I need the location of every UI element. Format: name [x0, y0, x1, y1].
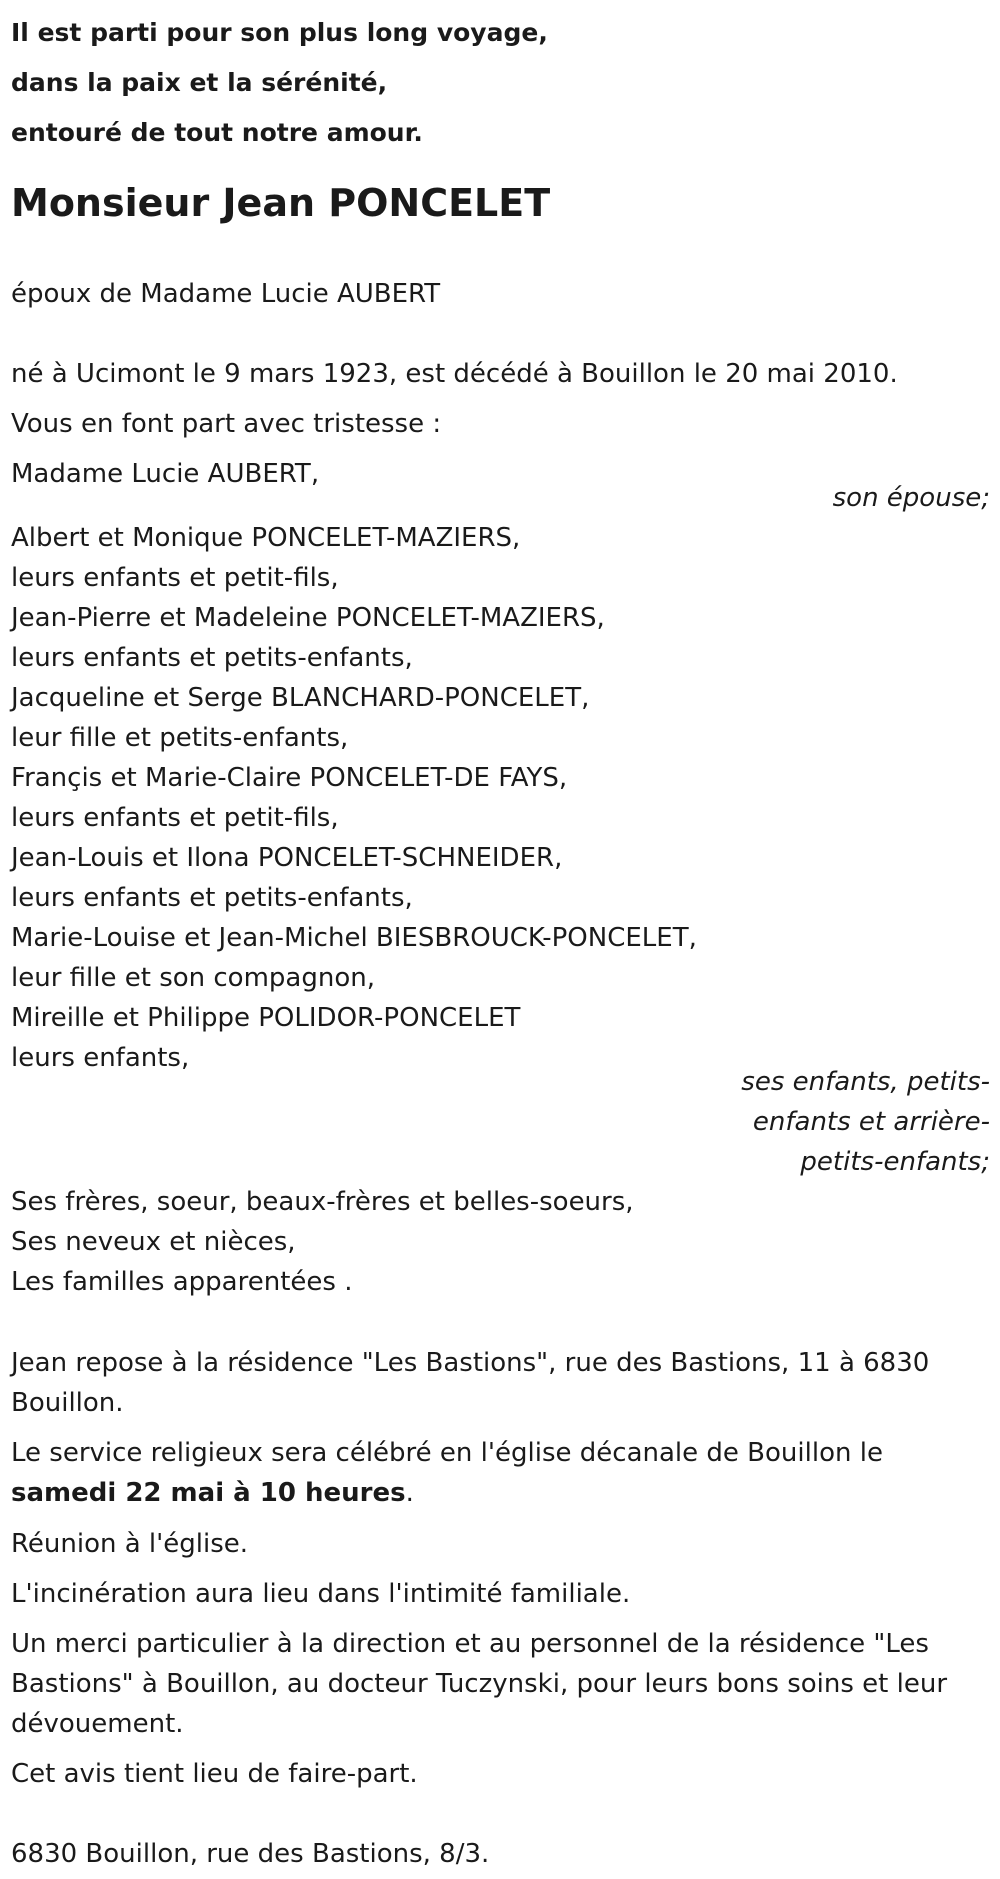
- deceased-name: Monsieur Jean PONCELET: [11, 181, 551, 225]
- list-item: Jean-Pierre et Madeleine PONCELET-MAZIERS,: [11, 603, 605, 633]
- list-item: Ses neveux et nièces,: [11, 1227, 296, 1257]
- service-info: [11, 1433, 986, 1513]
- spouse-role: son épouse;: [832, 483, 990, 513]
- family-list: [11, 1182, 634, 1302]
- list-item: Jacqueline et Serge BLANCHARD-PONCELET,: [11, 683, 590, 713]
- service-text: Le service religieux sera célébré en l'église décanale de Bouillon le: [11, 1438, 883, 1468]
- list-item: leurs enfants,: [11, 1043, 190, 1073]
- intro-verse: [11, 8, 548, 158]
- service-date: samedi 22 mai à 10 heures: [11, 1478, 406, 1508]
- intro-line: Il est parti pour son plus long voyage,: [11, 18, 548, 47]
- list-item: leur fille et son compagnon,: [11, 963, 375, 993]
- list-item: leurs enfants et petits-enfants,: [11, 883, 413, 913]
- meeting-line: Réunion à l'église.: [11, 1529, 249, 1559]
- cremation-line: L'incinération aura lieu dans l'intimité familiale.: [11, 1579, 631, 1609]
- list-item: Françis et Marie-Claire PONCELET-DE FAYS,: [11, 763, 568, 793]
- children-list: [11, 518, 697, 1078]
- address-line: 6830 Bouillon, rue des Bastions, 8/3.: [11, 1839, 490, 1869]
- thanks-paragraph: Un merci particulier à la direction et au personnel de la résidence "Les Bastions" à Bouillon, au docteur Tuczynski, pour leurs bons soins et leur dévouement.: [11, 1629, 948, 1739]
- list-item: Ses frères, soeur, beaux-frères et belles-soeurs,: [11, 1187, 634, 1217]
- list-item: leur fille et petits-enfants,: [11, 723, 349, 753]
- list-item: Albert et Monique PONCELET-MAZIERS,: [11, 523, 521, 553]
- rest-location: Jean repose à la résidence "Les Bastions", rue des Bastions, 11 à 6830 Bouillon.: [11, 1348, 930, 1418]
- list-item: Les familles apparentées .: [11, 1267, 353, 1297]
- children-role: ses enfants, petits-enfants et arrière-petits-enfants;: [741, 1067, 990, 1177]
- notice-line: Cet avis tient lieu de faire-part.: [11, 1759, 418, 1789]
- intro-line: dans la paix et la sérénité,: [11, 68, 388, 97]
- list-item: leurs enfants et petits-enfants,: [11, 643, 413, 673]
- intro-line: entouré de tout notre amour.: [11, 118, 423, 147]
- list-item: Marie-Louise et Jean-Michel BIESBROUCK-PONCELET,: [11, 923, 697, 953]
- birth-death-line: né à Ucimont le 9 mars 1923, est décédé à Bouillon le 20 mai 2010.: [11, 359, 898, 389]
- list-item: leurs enfants et petit-fils,: [11, 803, 339, 833]
- spouse-line: époux de Madame Lucie AUBERT: [11, 279, 441, 309]
- list-item: leurs enfants et petit-fils,: [11, 563, 339, 593]
- spouse-name: Madame Lucie AUBERT,: [11, 459, 320, 489]
- list-item: Mireille et Philippe POLIDOR-PONCELET: [11, 1003, 521, 1033]
- announce-line: Vous en font part avec tristesse :: [11, 409, 442, 439]
- service-end: .: [405, 1478, 414, 1508]
- list-item: Jean-Louis et Ilona PONCELET-SCHNEIDER,: [11, 843, 563, 873]
